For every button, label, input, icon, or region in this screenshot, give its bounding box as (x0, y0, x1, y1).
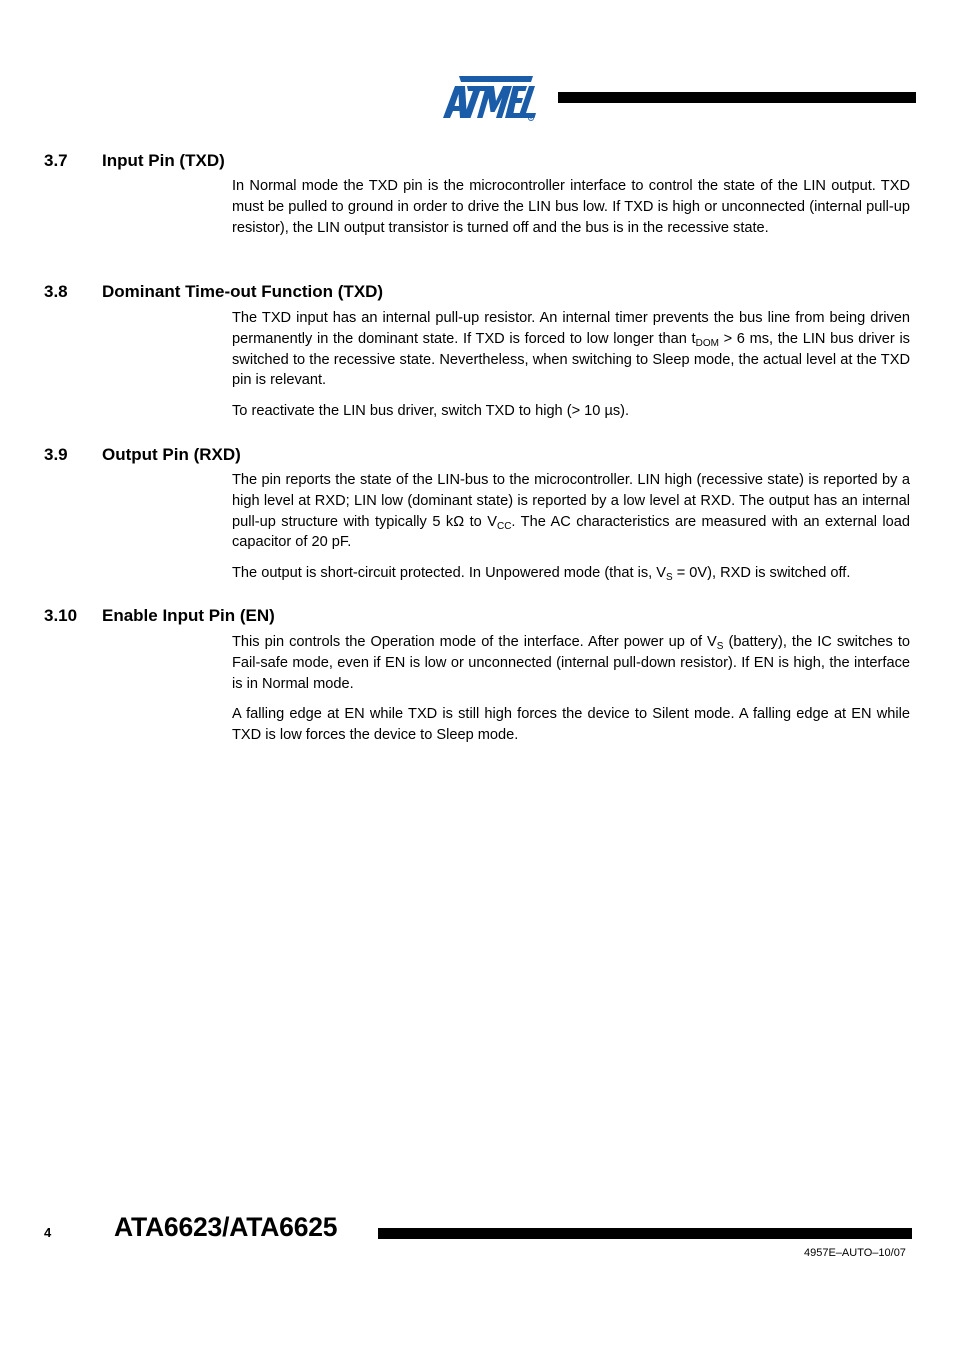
document-code: 4957E–AUTO–10/07 (804, 1247, 906, 1259)
section-title: Input Pin (TXD) (102, 151, 225, 170)
section-title: Dominant Time-out Function (TXD) (102, 282, 384, 301)
svg-text:R: R (529, 116, 533, 121)
section-number: 3.7 (44, 151, 68, 170)
section-3-10-paragraph-2: A falling edge at EN while TXD is still high forces the device to Silent mode. A falling edge at EN while TXD is low forces the device to Sleep mode. (232, 706, 910, 743)
section-3-7-paragraph: In Normal mode the TXD pin is the microcontroller interface to control the state of the LIN output. TXD must be pulled to ground in order to drive the LIN bus low. If TXD is high or unconnected (internal pull-up resistor), the LIN output transistor is turned off and the bus is in the recessive state. (232, 178, 910, 236)
section-3-10-paragraph-1: This pin controls the Operation mode of the interface. After power up of $V_S$ (battery), the IC switches to Fail-safe mode, even if EN is low or unconnected (internal pull-down resistor). If EN is high, the interface is in Normal mode. (232, 634, 910, 692)
section-number: 3.8 (44, 282, 68, 301)
footer-rule (378, 1228, 912, 1239)
section-number: 3.10 (44, 606, 78, 625)
section-3-9-paragraph-1: The pin reports the state of the LIN-bus to the microcontroller. LIN high (recessive state) is reported by a high level at RXD; LIN low (dominant state) is reported by a low level at RXD. The output has an internal pull-up structure with typically 5 kΩ to $V_{CC}$. The AC characteristics are measured with an external load capacitor of 20 pF. (232, 472, 911, 551)
section-3-8-paragraph-2: To reactivate the LIN bus driver, switch TXD to high (> 10 µs). (232, 403, 630, 419)
document-title: ATA6623/ATA6625 (114, 1212, 338, 1242)
section-3-8-paragraph-1: The TXD input has an internal pull-up resistor. An internal timer prevents the bus line from being driven permanently in the dominant state. If TXD is forced to low longer than $t_{DOM} > 6$ ms, the LIN bus driver is switched to the recessive state. Nevertheless, when switching to Sleep mode, the actual level at the TXD pin is relevant. (232, 310, 910, 389)
section-number: 3.9 (44, 445, 68, 464)
section-title: Output Pin (RXD) (102, 445, 241, 464)
page-number: 4 (44, 1225, 52, 1240)
section-title: Enable Input Pin (EN) (102, 606, 275, 625)
header-rule (558, 92, 916, 103)
atmel-logo (441, 74, 537, 122)
section-3-9-paragraph-2: The output is short-circuit protected. In Unpowered mode (that is, $V_S = 0V$), RXD is switched off. (232, 565, 851, 583)
